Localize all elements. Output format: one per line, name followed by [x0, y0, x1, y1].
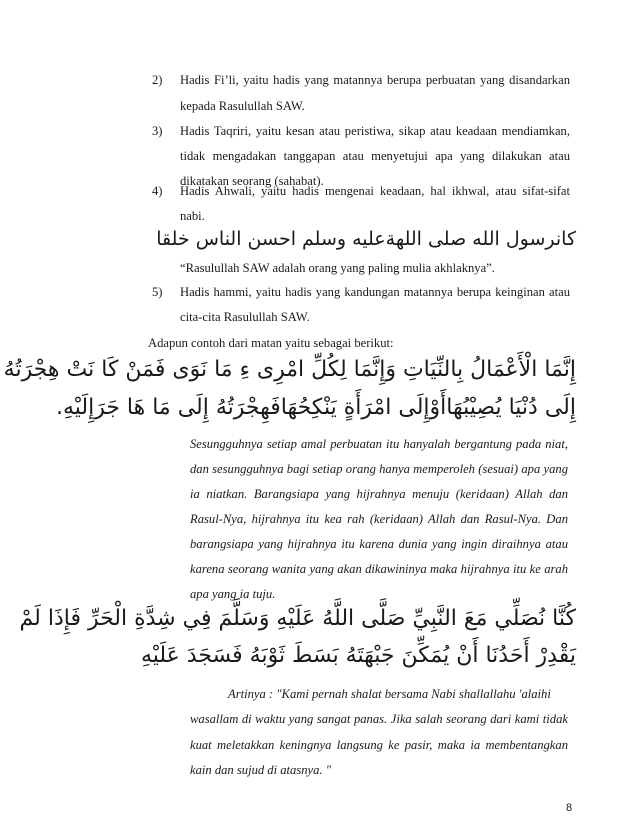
- arabic-hadith-line: إِنَّمَا الْأَعْمَالُ بِالنِّيَاتِ وَإِنَّمَا لِكُلِّ امْرِى ءِ مَا نَوَى فَمَنْ كَا نَتْ هِجْرَتُهُ: [3, 357, 576, 382]
- hadith-translation-line: apa yang ia tuju.: [190, 587, 276, 601]
- list-item-line: tidak mengadakan tanggapan atau menyetujui apa yang dilakukan atau: [180, 149, 570, 163]
- hadith-translation-line: karena seorang wanita yang akan dikawininya maka hijrahnya itu ke arah: [190, 562, 568, 576]
- hadith-translation-line: barangsiapa yang hijrahnya itu karena dunia yang ingin diraihnya atau: [190, 537, 568, 551]
- hadith-translation-line: kuat meletakkan keningnya langsung ke pasir, maka ia membentangkan: [190, 738, 568, 752]
- list-item-line: Hadis Ahwali, yaitu hadis mengenai keadaan, hal ikhwal, atau sifat-sifat: [180, 184, 570, 198]
- page-number: 8: [566, 802, 573, 814]
- list-number: 2): [152, 73, 163, 87]
- hadith-translation-line: ia niatkan. Barangsiapa yang hijrahnya menuju (keridaan) Allah dan: [190, 487, 568, 501]
- intro-paragraph: Adapun contoh dari matan yaitu sebagai berikut:: [148, 336, 394, 350]
- hadith-translation-line: Rasul-Nya, hijrahnya itu kea rah (keridaan) Allah dan Rasul-Nya. Dan: [190, 512, 568, 526]
- hadith-translation-line: Sesungguhnya setiap amal perbuatan itu hanyalah bergantung pada niat,: [190, 437, 568, 451]
- hadith-translation-line: Artinya : "Kami pernah shalat bersama Nabi shallallahu 'alaihi: [228, 687, 551, 701]
- arabic-hadith-line: إِلَى دُنْيَا يُصِيْبُهَاأَوْإِلَى امْرَأَةٍ يَنْكِحُهَافَهِجْرَتُهُ إِلَى مَا هَا جَرَإِلَيْهِ.: [55, 395, 576, 420]
- list-number: 4): [152, 184, 163, 198]
- arabic-quote: كانرسول الله صلى اللهةعليه وسلم احسن الناس خلقا: [156, 228, 576, 250]
- arabic-hadith-line: يَقْدِرْ أَحَدُنَا أَنْ يُمَكِّنَ جَبْهَتَهُ بَسَطَ ثَوْبَهُ فَسَجَدَ عَلَيْهِ: [140, 643, 576, 668]
- list-item-line: Hadis Fi’li, yaitu hadis yang matannya berupa perbuatan yang disandarkan: [180, 73, 570, 87]
- hadith-translation-line: wasallam di waktu yang sangat panas. Jika salah seorang dari kami tidak: [190, 712, 568, 726]
- hadith-translation-line: dan sesungguhnya bagi setiap orang hanya memperoleh (sesuai) apa yang: [190, 462, 568, 476]
- list-item-line: cita-cita Rasulullah SAW.: [180, 310, 310, 324]
- list-item-line: dikatakan seorang (sahabat).: [180, 174, 324, 188]
- list-item-line: Hadis hammi, yaitu hadis yang kandungan matannya berupa keinginan atau: [180, 285, 570, 299]
- list-item-line: kepada Rasulullah SAW.: [180, 99, 305, 113]
- list-number: 5): [152, 285, 163, 299]
- list-item-line: nabi.: [180, 209, 205, 223]
- list-item-line: Hadis Taqriri, yaitu kesan atau peristiwa, sikap atau keadaan mendiamkan,: [180, 124, 570, 138]
- hadith-translation-line: kain dan sujud di atasnya. ": [190, 763, 332, 777]
- quote-translation: “Rasulullah SAW adalah orang yang paling mulia akhlaknya”.: [180, 261, 495, 275]
- arabic-hadith-line: كُنَّا نُصَلِّي مَعَ النَّبِيِّ صَلَّى اللَّهُ عَلَيْهِ وَسَلَّمَ فِي شِدَّةِ الْحَرِّ فَإِذَا لَمْ: [19, 606, 576, 631]
- list-number: 3): [152, 124, 163, 138]
